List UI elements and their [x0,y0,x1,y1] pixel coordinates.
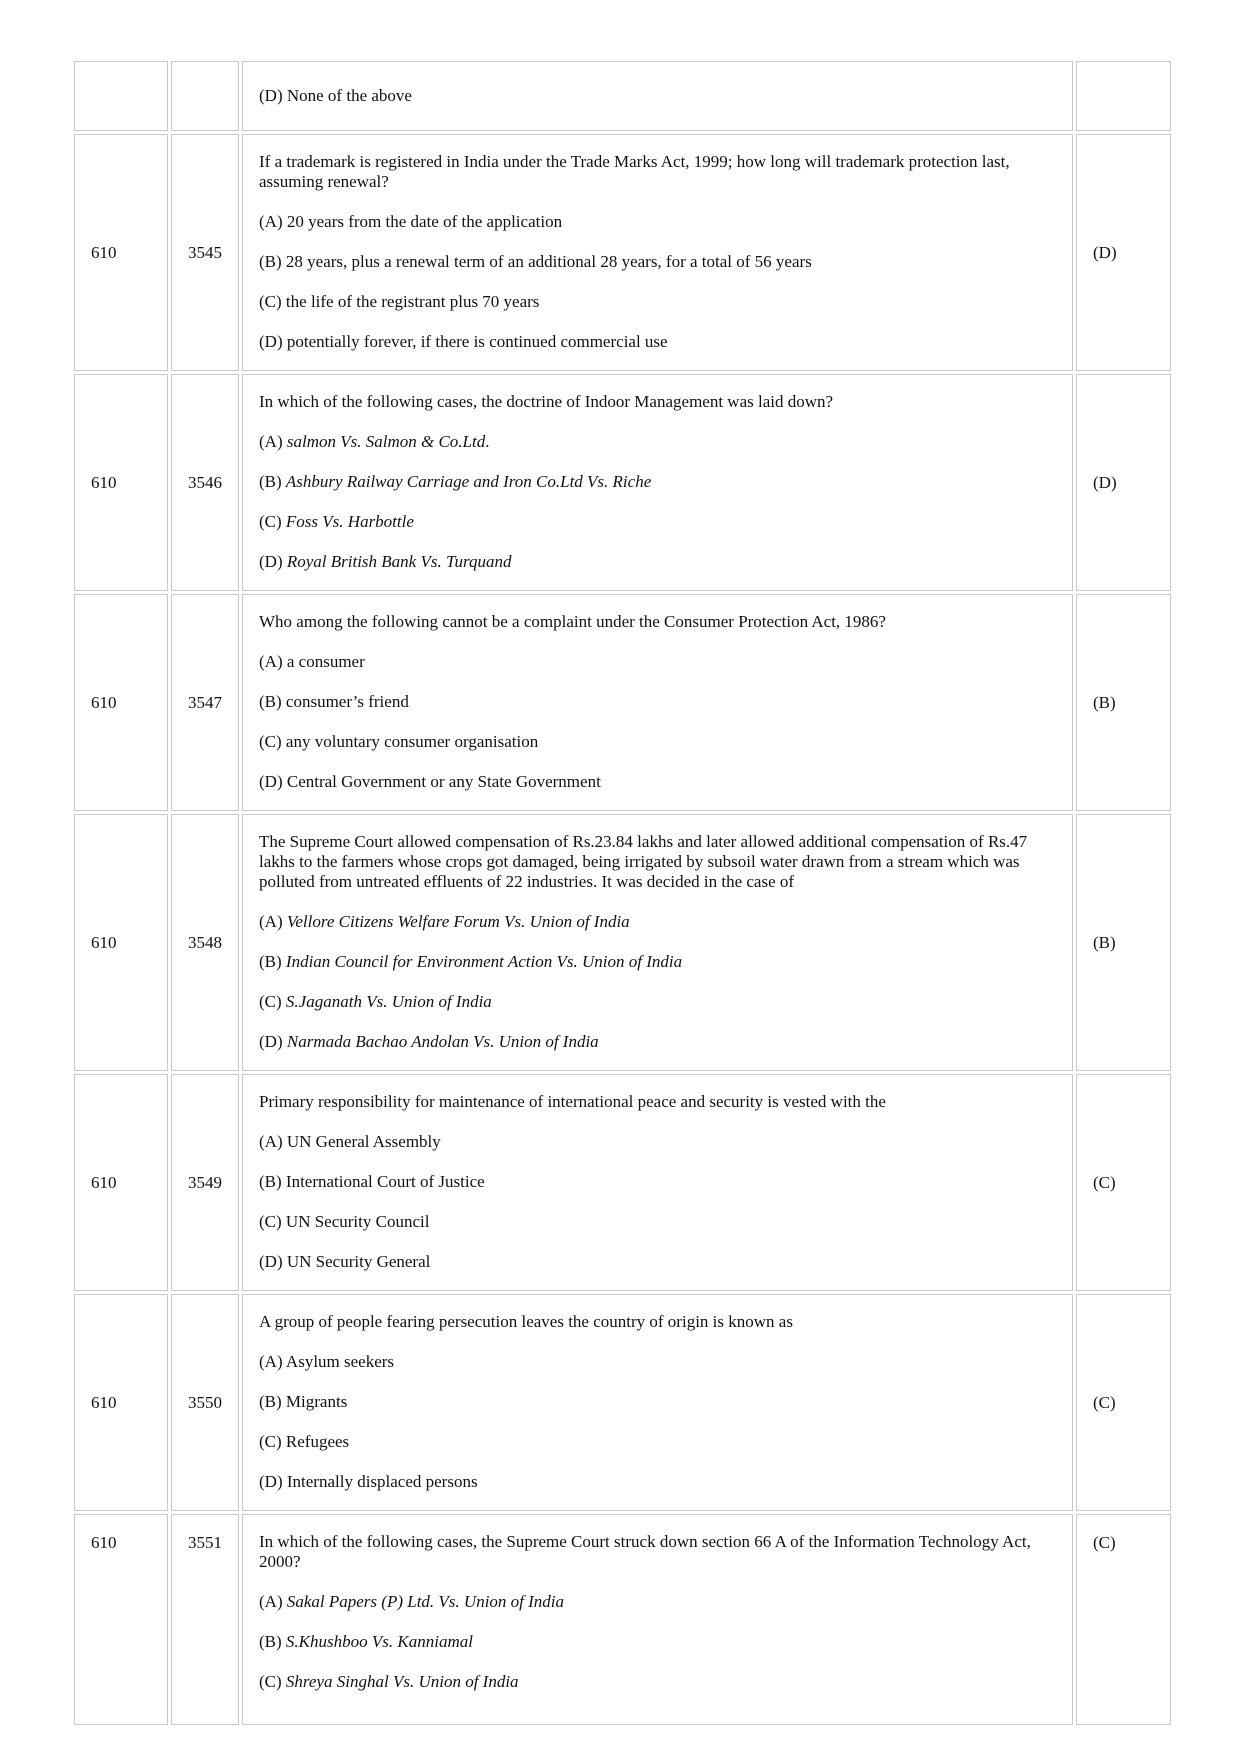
option-label: (A) [259,432,287,451]
option-label: (D) [259,1472,287,1491]
option-text: Royal British Bank Vs. Turquand [286,552,512,571]
option-label: (C) [259,732,286,751]
question-cell [242,1294,1073,1511]
option-item [259,1212,1056,1232]
option-label: (B) [259,692,286,711]
paper-code-cell: 610 [74,594,168,811]
question-row [74,594,1171,811]
paper-code-cell: 610 [74,374,168,591]
option-label: (D) [259,1252,287,1271]
option-text: UN Security General [286,1252,431,1271]
paper-code-cell: 610 [74,1294,168,1511]
option-item [259,512,1056,532]
question-text: Primary responsibility for maintenance of international peace and security is vested with the [259,1092,886,1111]
paper-code-cell: 610 [74,134,168,371]
option-item [259,1352,1056,1372]
option-item [259,552,1056,572]
option-text: 28 years, plus a renewal term of an additional 28 years, for a total of 56 years [285,252,812,271]
option-label: (C) [259,292,286,311]
option-label: (C) [259,1432,286,1451]
question-row [74,134,1171,371]
option-text: S.Jaganath Vs. Union of India [285,992,492,1011]
question-row [74,374,1171,591]
question-row [74,61,1171,131]
option-label: (A) [259,1352,286,1371]
option-item [259,1672,1056,1692]
question-cell [242,134,1073,371]
question-number-cell: 3551 [171,1514,239,1725]
question-row [74,1514,1171,1725]
option-text: salmon Vs. Salmon & Co.Ltd [286,432,486,451]
option-item [259,952,1056,972]
question-row [74,1294,1171,1511]
option-text: Narmada Bachao Andolan Vs. Union of India [286,1032,599,1051]
option-text: Sakal Papers (P) Ltd. Vs. Union of India [286,1592,565,1611]
question-table-page [74,58,1174,1728]
option-text: any voluntary consumer organisation [285,732,539,751]
option-text: Vellore Citizens Welfare Forum Vs. Union of India [286,912,630,931]
option-item [259,86,1056,106]
option-label: (B) [259,1632,286,1651]
option-label: (A) [259,212,287,231]
option-text: International Court of Justice [285,1172,485,1191]
question-cell [242,1074,1073,1291]
option-item [259,992,1056,1012]
paper-code-cell: 610 [74,814,168,1071]
option-item [259,912,1056,932]
option-item [259,1392,1056,1412]
question-rows [74,61,1171,1725]
question-number-cell: 3546 [171,374,239,591]
option-item [259,1032,1056,1052]
option-item [259,652,1056,672]
answer-cell: (C) [1076,1294,1171,1511]
option-label: (C) [259,1212,286,1231]
option-item [259,732,1056,752]
option-label: (C) [259,992,286,1011]
option-item [259,1172,1056,1192]
answer-cell: (D) [1076,374,1171,591]
question-cell [242,1514,1073,1725]
option-label: (A) [259,1132,287,1151]
option-label: (A) [259,912,287,931]
option-item [259,332,1056,352]
question-text: A group of people fearing persecution leaves the country of origin is known as [259,1312,793,1331]
question-number-cell: 3545 [171,134,239,371]
option-text: S.Khushboo Vs. Kanniamal [285,1632,473,1651]
option-item [259,432,1056,452]
option-label: (B) [259,472,286,491]
paper-code-cell: 610 [74,1514,168,1725]
option-text: UN Security Council [285,1212,430,1231]
answer-cell: (C) [1076,1514,1171,1725]
option-text: a consumer [286,652,365,671]
option-text: Asylum seekers [285,1352,395,1371]
option-label: (B) [259,252,286,271]
option-text: the life of the registrant plus 70 years [285,292,540,311]
question-row [74,1074,1171,1291]
option-label: (B) [259,1172,286,1191]
option-item [259,1432,1056,1452]
option-item [259,772,1056,792]
option-item [259,1592,1056,1612]
question-cell [242,594,1073,811]
option-label: (D) [259,552,287,571]
question-text: In which of the following cases, the doctrine of Indoor Management was laid down? [259,392,834,411]
option-label: (C) [259,1672,286,1691]
question-row [74,814,1171,1071]
option-item [259,472,1056,492]
question-number-cell: 3548 [171,814,239,1071]
option-label: (A) [259,652,287,671]
answer-cell: (C) [1076,1074,1171,1291]
question-number-cell: 3549 [171,1074,239,1291]
option-label: (B) [259,952,286,971]
option-item [259,692,1056,712]
question-cell [242,374,1073,591]
question-text: In which of the following cases, the Supreme Court struck down section 66 A of the Information Technology Act, 2000? [259,1532,1031,1571]
question-cell [242,61,1073,131]
paper-code-cell [74,61,168,131]
option-text: Foss Vs. Harbottle [285,512,414,531]
question-text: The Supreme Court allowed compensation of Rs.23.84 lakhs and later allowed additional compensation of Rs.47 lakhs to the farmers whose crops got damaged, being irrigated by subsoil water drawn from a stream which was polluted from untreated effluents of 22 industries. It was decided in the case of [259,832,1028,891]
option-item [259,212,1056,232]
question-number-cell: 3547 [171,594,239,811]
option-item [259,252,1056,272]
option-text: Internally displaced persons [286,1472,478,1491]
option-label: (A) [259,1592,287,1611]
option-item [259,1632,1056,1652]
answer-cell: (D) [1076,134,1171,371]
option-text: 20 years from the date of the application [286,212,563,231]
option-item [259,1472,1056,1492]
option-item [259,1252,1056,1272]
option-suffix: . [485,432,490,451]
option-label: (C) [259,512,286,531]
option-text: Shreya Singhal Vs. Union of India [285,1672,519,1691]
option-item [259,1132,1056,1152]
question-number-cell [171,61,239,131]
answer-cell: (B) [1076,814,1171,1071]
option-text: Central Government or any State Government [286,772,601,791]
option-text: consumer’s friend [285,692,409,711]
option-label: (D) [259,332,287,351]
question-text: If a trademark is registered in India under the Trade Marks Act, 1999; how long will trademark protection last, assuming renewal? [259,152,1010,191]
option-text: Migrants [285,1392,348,1411]
option-label: (D) [259,772,287,791]
question-text: Who among the following cannot be a complaint under the Consumer Protection Act, 1986? [259,612,886,631]
option-text: Refugees [285,1432,350,1451]
option-text: potentially forever, if there is continued commercial use [286,332,668,351]
paper-code-cell: 610 [74,1074,168,1291]
option-text: Indian Council for Environment Action Vs. Union of India [285,952,683,971]
option-label: (D) [259,1032,287,1051]
option-label: (B) [259,1392,286,1411]
option-text: None of the above [286,86,412,105]
option-text: UN General Assembly [286,1132,441,1151]
question-table [71,58,1174,1728]
option-text: Ashbury Railway Carriage and Iron Co.Ltd Vs. Riche [285,472,652,491]
answer-cell [1076,61,1171,131]
option-label: (D) [259,86,287,105]
option-item [259,292,1056,312]
answer-cell: (B) [1076,594,1171,811]
question-number-cell: 3550 [171,1294,239,1511]
question-cell [242,814,1073,1071]
